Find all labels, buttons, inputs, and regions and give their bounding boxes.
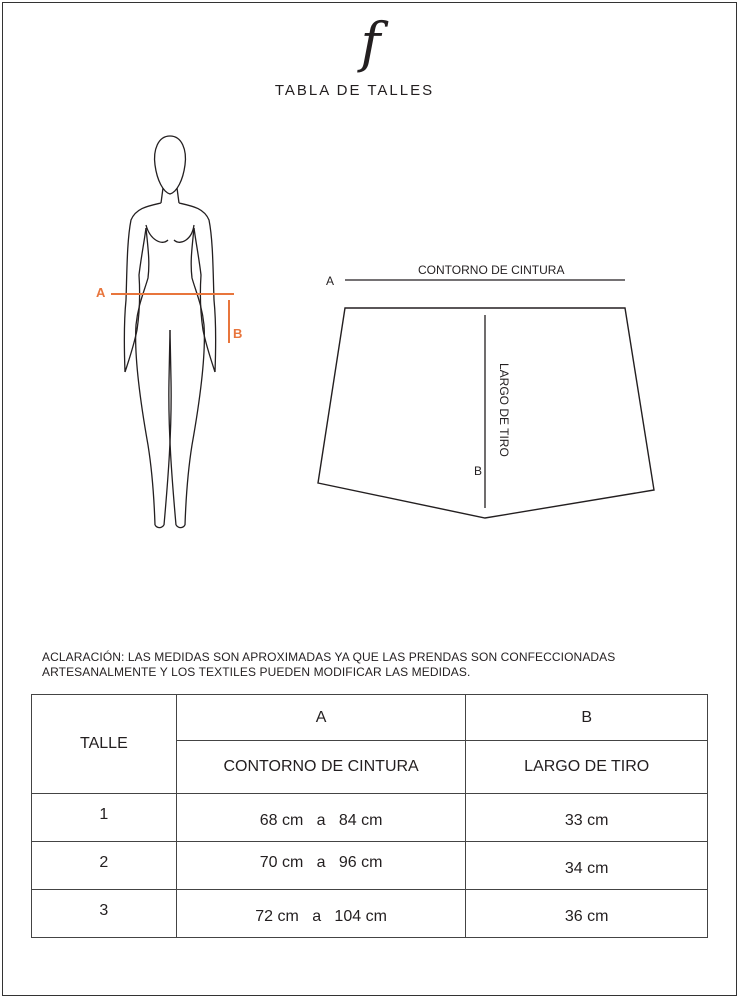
figure-left-foot [155,525,164,528]
size-cell: 2 [99,854,109,871]
figure-left-side [124,203,161,372]
waist-cell: 68 cm a 84 cm [259,812,383,829]
figure-right-foot [176,525,185,528]
figure-neck-right [177,188,179,203]
table-row [32,890,708,938]
disclaimer-line-2: ARTESANALMENTE Y LOS TEXTILES PUEDEN MODIFICAR LAS MEDIDAS. [42,665,471,679]
size-cell: 1 [99,806,109,823]
waist-cell: 72 cm a 104 cm [255,908,387,925]
figure-marker-a: A [96,285,106,300]
rise-cell: 33 cm [564,812,609,829]
header-talle: TALLE [32,695,177,794]
page-title: TABLA DE TALLES [274,82,435,99]
body-figure [124,136,215,528]
header-waist: CONTORNO DE CINTURA [176,741,466,794]
garment-marker-b: B [474,464,483,478]
garment-waist-label: CONTORNO DE CINTURA [418,263,565,277]
garment-rise-label: LARGO DE TIRO [497,363,511,457]
waist-cell: 70 cm a 96 cm [259,854,383,871]
size-table [31,694,708,938]
figure-head [155,136,186,194]
rise-cell: 34 cm [564,860,609,877]
header-col-a: A [176,695,466,741]
rise-cell: 36 cm [564,908,609,925]
figure-inner-right-leg [169,330,176,525]
header-col-b: B [466,695,708,741]
figure-marker-b: B [233,326,243,341]
table-row [32,842,708,890]
table-row [32,794,708,842]
brand-logo: f [360,11,381,74]
garment-marker-a: A [326,274,335,288]
figure-right-torso [185,228,204,525]
disclaimer-line-1: ACLARACIÓN: LAS MEDIDAS SON APROXIMADAS YA QUE LAS PRENDAS SON CONFECCIONADAS [42,650,616,664]
figure-right-side [179,203,216,372]
header-rise: LARGO DE TIRO [466,741,708,794]
size-cell: 3 [99,902,109,919]
disclaimer-note [42,650,702,680]
figure-chest [146,225,194,242]
garment-outline [318,308,654,518]
table-header-row [32,695,708,741]
figure-left-torso [136,228,155,525]
figure-neck-left [161,188,163,203]
